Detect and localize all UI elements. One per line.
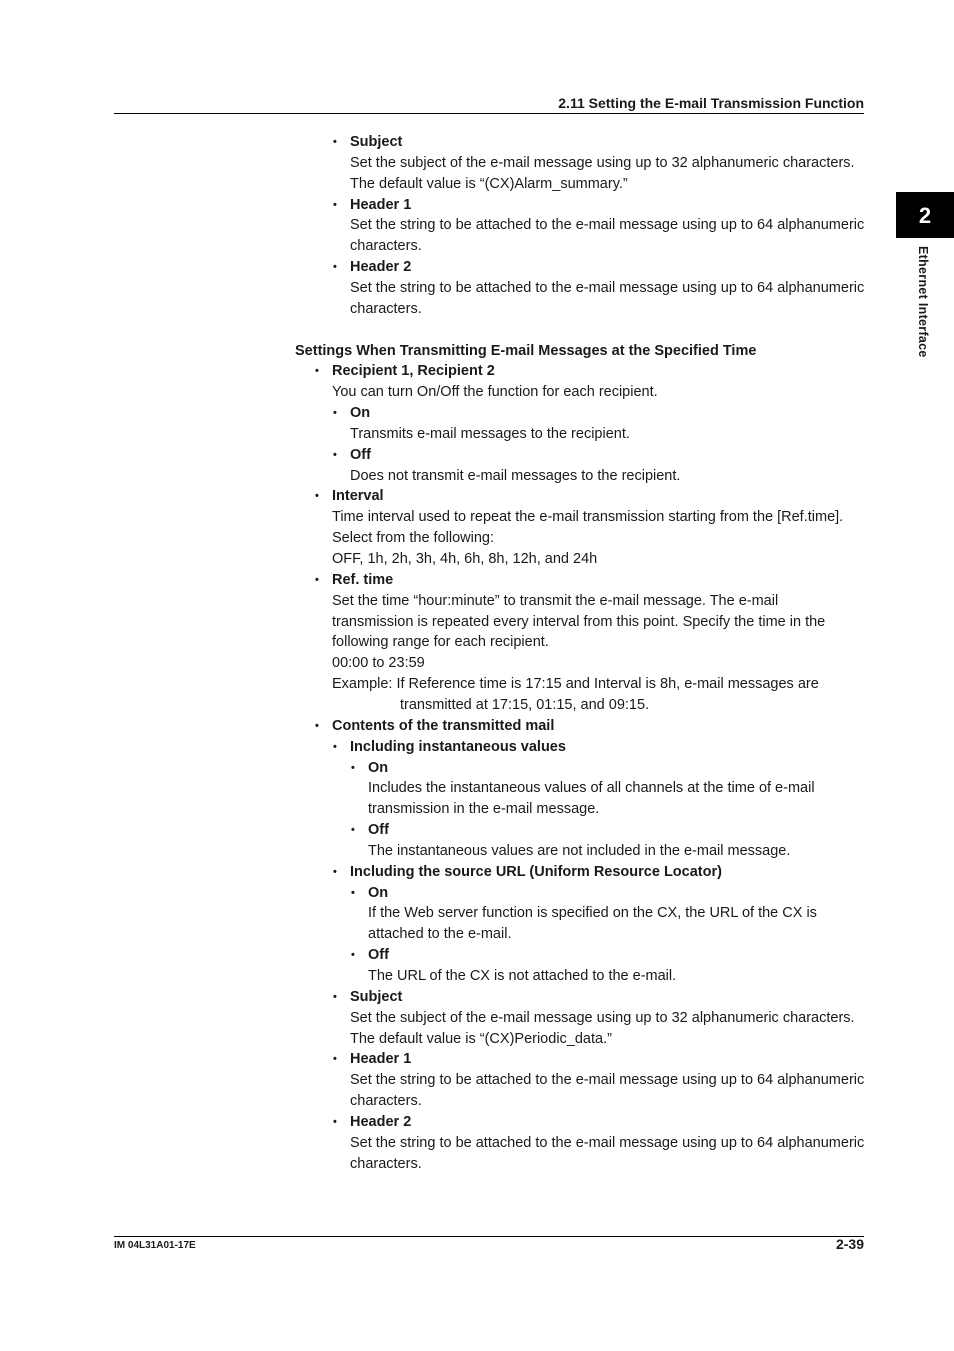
list-item: • Ref. time: [332, 570, 393, 591]
body-text: You can turn On/Off the function for each recipient.: [332, 384, 658, 401]
chapter-title: Ethernet Interface: [916, 246, 930, 358]
document-id: IM 04L31A01-17E: [114, 1240, 196, 1251]
body-text: transmitted at 17:15, 01:15, and 09:15.: [400, 696, 650, 713]
body-text: The default value is “(CX)Periodic_data.”: [350, 1030, 612, 1047]
body-text: characters.: [350, 238, 422, 255]
body-text: attached to the e-mail.: [368, 926, 512, 943]
body-text: transmission in the e-mail message.: [368, 801, 600, 818]
body-text: Transmits e-mail messages to the recipient.: [350, 425, 630, 442]
list-item: • Off: [368, 820, 389, 841]
body-text: Includes the instantaneous values of all channels at the time of e-mail: [368, 780, 815, 797]
list-item: • On: [368, 758, 388, 779]
list-item: • Including the source URL (Uniform Resource Locator): [350, 862, 722, 883]
body-text: characters.: [350, 1155, 422, 1172]
body-text: Select from the following:: [332, 530, 494, 547]
body-text: The URL of the CX is not attached to the e-mail.: [368, 968, 677, 984]
list-item: • Header 2: [350, 257, 411, 278]
body-text: following range for each recipient.: [332, 634, 549, 651]
list-item: • Off: [350, 445, 371, 466]
body-text: Does not transmit e-mail messages to the recipient.: [350, 467, 681, 484]
list-item: • Header 2: [350, 1112, 411, 1133]
body-text: OFF, 1h, 2h, 3h, 4h, 6h, 8h, 12h, and 24h: [332, 551, 598, 567]
section-heading: Settings When Transmitting E-mail Messages at the Specified Time: [295, 342, 757, 359]
list-item: • Subject: [350, 987, 402, 1008]
list-item: • Subject: [350, 132, 402, 153]
body-text: Set the time “hour:minute” to transmit the e-mail message. The e-mail: [332, 592, 779, 609]
body-text: transmission is repeated every interval from this point. Specify the time in the: [332, 613, 826, 630]
body-text: Time interval used to repeat the e-mail transmission starting from the [Ref.time].: [332, 509, 844, 526]
body-text: Example: If Reference time is 17:15 and Interval is 8h, e-mail messages are: [332, 676, 819, 693]
body-text: Set the string to be attached to the e-mail message using up to 64 alphanumeric: [350, 1134, 865, 1151]
list-item: • On: [350, 403, 370, 424]
chapter-tab: 2: [896, 192, 954, 238]
list-item: • Including instantaneous values: [350, 737, 566, 758]
list-item: • Off: [368, 945, 389, 966]
body-text: The instantaneous values are not included in the e-mail message.: [368, 842, 791, 859]
body-text: The default value is “(CX)Alarm_summary.”: [350, 175, 628, 192]
page-number: 2-39: [835, 1236, 864, 1252]
list-item: • Recipient 1, Recipient 2: [332, 361, 495, 382]
list-item: • Header 1: [350, 1049, 411, 1070]
body-text: Set the string to be attached to the e-mail message using up to 64 alphanumeric: [350, 1072, 865, 1089]
body-text: Set the subject of the e-mail message using up to 32 alphanumeric characters.: [350, 154, 855, 171]
body-text: 00:00 to 23:59: [332, 655, 425, 672]
body-text: characters.: [350, 1093, 422, 1110]
list-item: • Contents of the transmitted mail: [332, 716, 554, 737]
body-text: If the Web server function is specified on the CX, the URL of the CX is: [368, 905, 817, 922]
body-text: Set the string to be attached to the e-mail message using up to 64 alphanumeric: [350, 279, 865, 296]
footer-rule: [114, 1236, 864, 1237]
list-item: • Header 1: [350, 195, 411, 216]
list-item: • On: [368, 883, 388, 904]
list-item: • Interval: [332, 486, 384, 507]
body-text: Set the subject of the e-mail message using up to 32 alphanumeric characters.: [350, 1009, 855, 1026]
body-text: characters.: [350, 300, 422, 317]
body-text: Set the string to be attached to the e-mail message using up to 64 alphanumeric: [350, 217, 865, 234]
running-header: 2.11 Setting the E-mail Transmission Function: [114, 95, 864, 114]
